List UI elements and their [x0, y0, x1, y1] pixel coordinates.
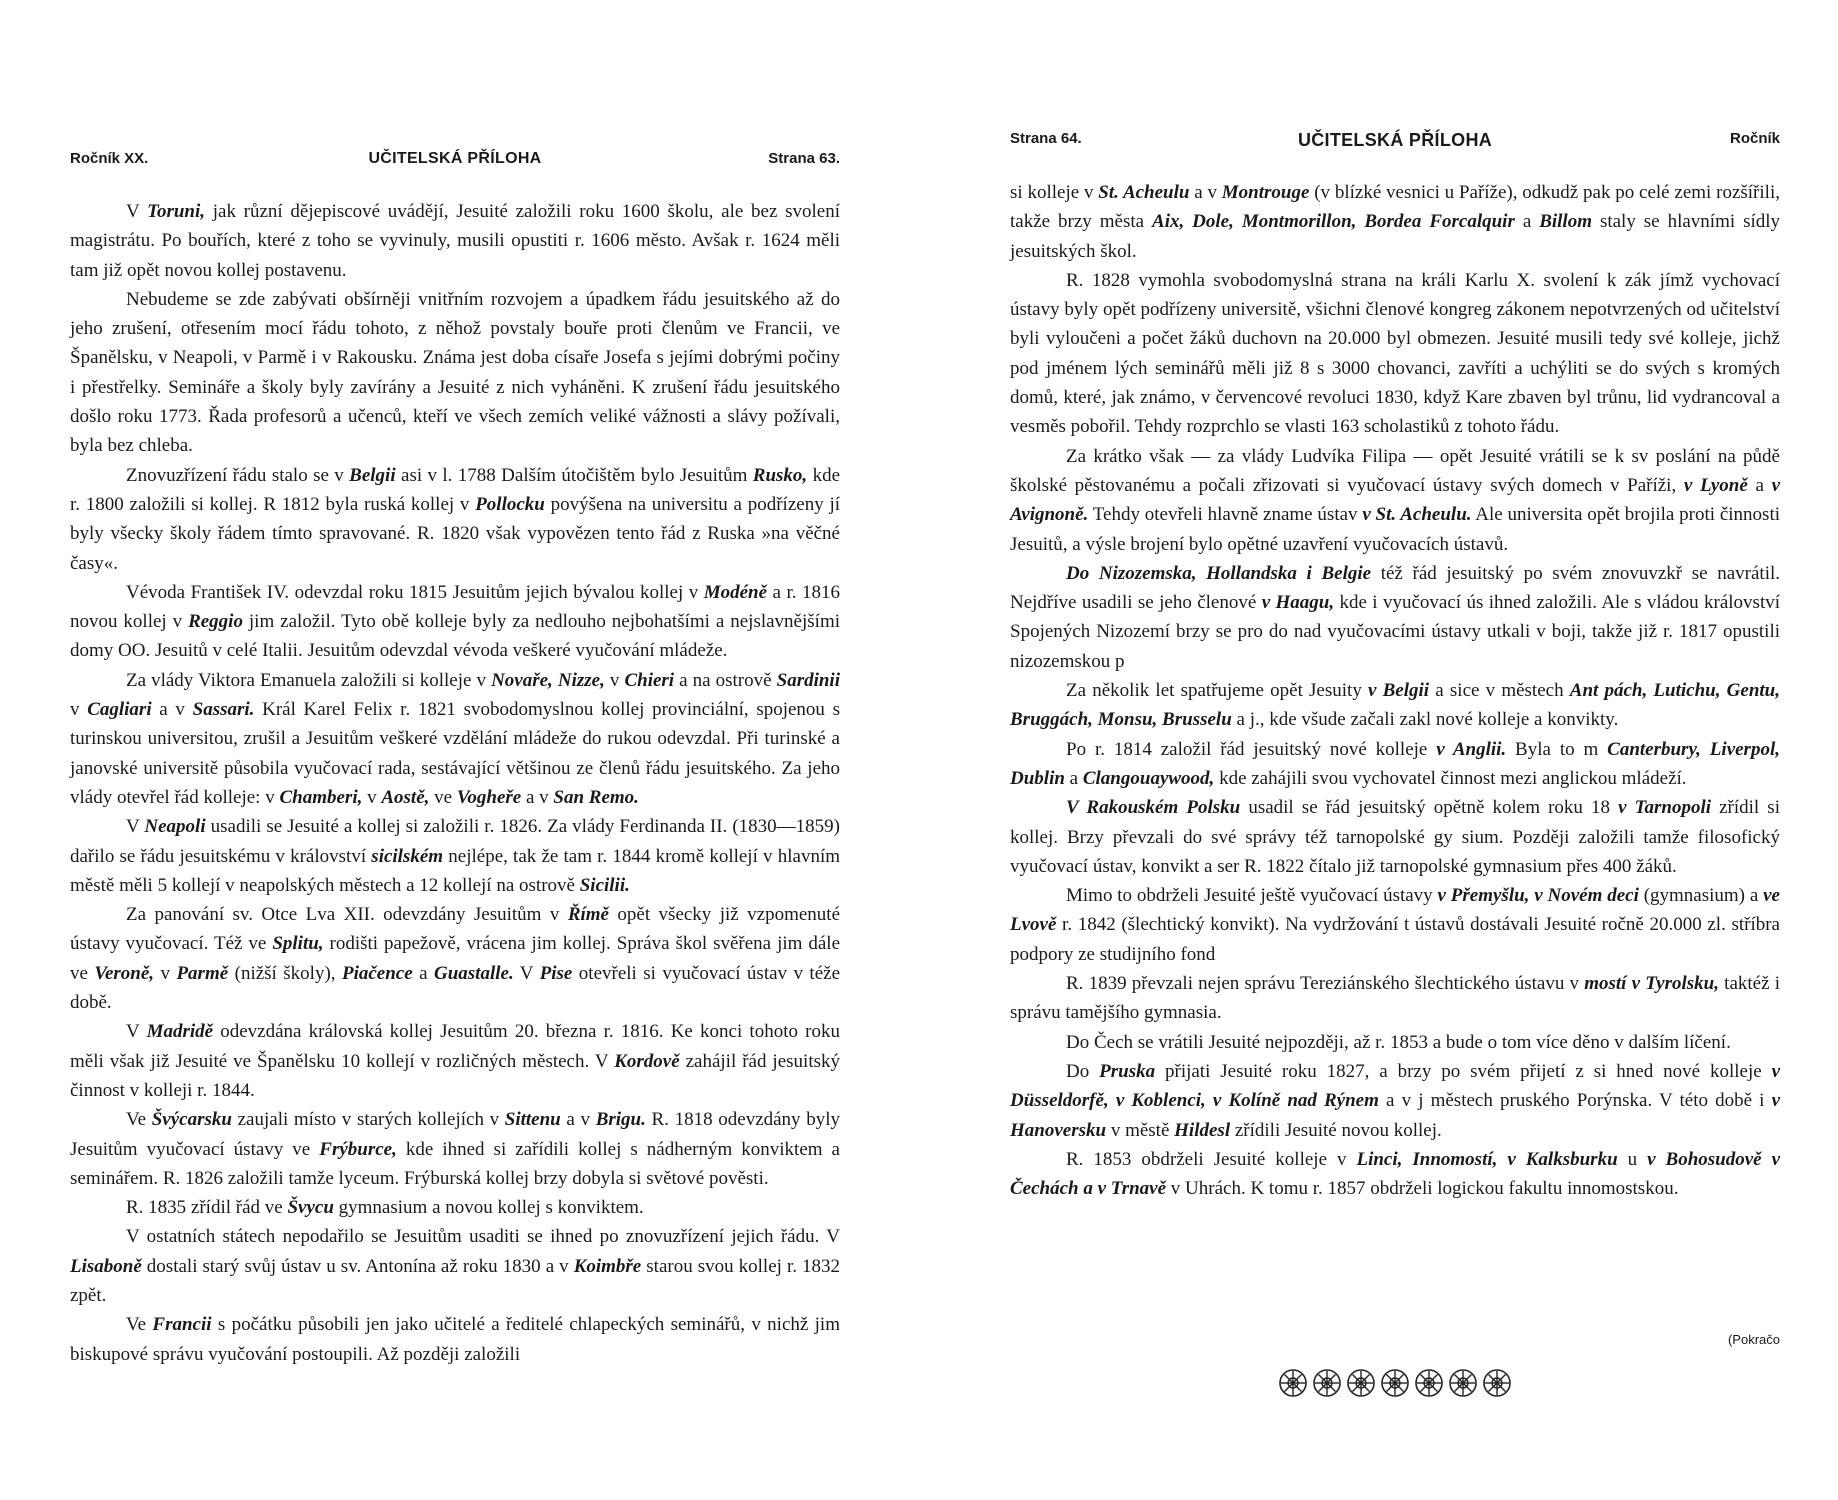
text-run: v městě [1106, 1119, 1175, 1141]
text-run: V [126, 816, 145, 838]
emphasized-name: v Bohosudově v Čechách a v Trnavě [1010, 1148, 1781, 1200]
left-paragraph [70, 461, 840, 578]
emphasized-name: Montrouge [1221, 182, 1310, 203]
left-paragraph [70, 1222, 840, 1310]
text-run: a v [151, 699, 193, 721]
text-run: přijati Jesuité roku 1827, a brzy po svém přijetí z si hned nové kolleje [1155, 1060, 1772, 1082]
emphasized-name: Francii [152, 1314, 212, 1336]
right-header-page-number: Strana 64. [1010, 130, 1082, 147]
right-paragraph [1010, 1145, 1780, 1204]
text-run: usadil se řád jesuitský opětně kolem roku 18 [1240, 797, 1619, 819]
right-paragraph [1010, 559, 1780, 676]
emphasized-name: Modéně [703, 581, 768, 603]
emphasized-name: Neapoli [144, 816, 206, 838]
text-run: R. 1818 odevzdány byly Jesuitům vyučovací ústavy ve [70, 1109, 840, 1160]
text-run: a [1514, 211, 1540, 233]
emphasized-name: v Düsseldorfě, v Koblenci, v Kolíně nad Rýnem [1010, 1060, 1780, 1112]
emphasized-name: Pise [539, 962, 573, 984]
text-run: Nebudeme se zde zabývati obšírněji vnitřním rozvojem a úpadkem řádu jesuitského až do jeho zrušení, otřesením mocí řádu tohoto, z něhož povstaly bouře proti členům ve Francii, ve Španělsku, v Neapoli, v Parmě i v Rakousku. Známa jest doba císaře Josefa s jejími dobrými počiny i přestřelky. Semináře a školy byly zavírány a Jesuité z nich vyháněni. K zrušení řádu jesuitského došlo roku 1773. Řada profesorů a učenců, kteří ve všech zemích veliké vážnosti a slávy požívali, byla bez chleba. [70, 288, 840, 457]
emphasized-name: Piačence [341, 962, 413, 984]
emphasized-name: Do Nizozemska, Hollandska i Belgie [1066, 562, 1372, 584]
emphasized-name: Sassari. [192, 699, 255, 721]
text-run: Tehdy otevřeli hlavně zname ústav [1088, 504, 1363, 526]
text-run: asi v l. 1788 Dalším útočištěm bylo Jesuitům [395, 464, 753, 486]
left-paragraph [70, 197, 840, 285]
text-run: též řád jesuitský po svém znovuvzkř se navrátil. Nejdříve usadili se jeho členové [1010, 562, 1780, 614]
text-run: gymnasium a novou kollej s konviktem. [333, 1197, 644, 1219]
right-paragraph [1010, 676, 1780, 735]
emphasized-name: Pruska [1099, 1060, 1156, 1082]
text-run: si kolleje v [1010, 182, 1099, 203]
text-run: u [1617, 1148, 1648, 1170]
text-run: odevzdána královská kollej Jesuitům 20. března r. 1816. Ke konci tohoto roku měli však již Jesuité ve Španělsku 10 kollejí v rozličných městech. V [70, 1021, 840, 1072]
right-paragraph [1010, 735, 1780, 794]
ornament-divider [1278, 1368, 1512, 1398]
text-run: dostali starý svůj ústav u sv. Antonína až roku 1830 a v [141, 1255, 574, 1277]
emphasized-name: Vogheře [456, 786, 522, 808]
text-run: v Uhrách. K tomu r. 1857 obdrželi logickou fakultu innomostskou. [1166, 1178, 1679, 1200]
text-run: jim založil. Tyto obě kolleje byly za nedlouho nejbohatšími a nejslavnějšími domy OO. Jesuitů v celé Italii. Jesuitům odevzdal vévoda veškeré vyučování mládeže. [70, 611, 840, 662]
emphasized-name: Madridě [146, 1021, 214, 1043]
emphasized-name: Chamberi, [279, 786, 363, 808]
text-run: nejlépe, tak že tam r. 1844 kromě kollejí v hlavním městě měli 5 kollejí v neapolských městech a 12 kollejí na ostrově [70, 845, 841, 896]
text-run: Do [1066, 1060, 1100, 1082]
text-run: Král Karel Felix r. 1821 svobodomyslnou kollej provinciální, spojenou s turinskou universitou, zrušil a Jesuitům veškeré vzdělání mládeže do rukou odevzdal. Při turinské a janovské universitě působila vyučovací rada, sestávající většinou ze členů řádu jesuitského. Za jeho vlády otevřel řád kolleje: v [70, 699, 841, 808]
emphasized-name: Parmě [176, 962, 229, 984]
emphasized-name: v Avignoně. [1010, 474, 1780, 526]
text-run: a v j městech pruského Porýnska. V této době i [1378, 1090, 1772, 1112]
emphasized-name: Lisaboně [70, 1255, 142, 1277]
right-paragraph [1010, 1057, 1780, 1145]
right-paragraph [1010, 881, 1780, 969]
left-paragraph [70, 285, 840, 461]
text-run: Ve [126, 1314, 153, 1336]
text-run: a sice v městech [1429, 680, 1570, 702]
text-run: s počátku působili jen jako učitelé a ředitelé chlapeckých seminářů, v nichž jim biskupové správu vyučování postoupili. Až později založili [70, 1314, 840, 1365]
right-header-volume: Ročník [1729, 130, 1780, 147]
emphasized-name: Toruni, [147, 201, 206, 222]
left-paragraph [70, 1105, 840, 1193]
text-run: zaujali místo v starých kollejích v [231, 1109, 505, 1131]
text-run: a [412, 962, 434, 984]
emphasized-name: San Remo. [553, 786, 639, 808]
text-run: Za vlády Viktora Emanuela založili si kolleje v [126, 669, 492, 691]
right-paragraph [1010, 442, 1780, 559]
rosette-ornament-icon [1482, 1368, 1512, 1398]
text-run: (gymnasium) a [1638, 885, 1764, 907]
left-paragraph [70, 900, 840, 1017]
text-run: v [154, 962, 177, 984]
text-run: opět všecky již vzpomenuté ústavy vyučovací. Též ve [70, 904, 841, 955]
left-paragraph [70, 578, 840, 666]
left-header-volume: Ročník XX. [70, 150, 149, 167]
text-run: a v [1189, 182, 1222, 203]
emphasized-name: v Haagu, [1261, 592, 1335, 614]
text-run: V ostatních státech nepodařilo se Jesuitům usaditi se ihned po znovuzřízení jejich řádu. V [126, 1226, 840, 1248]
emphasized-name: Švýcarsku [151, 1109, 232, 1131]
text-run: starou svou kollej r. 1832 zpět. [70, 1255, 840, 1306]
text-run: a [1747, 474, 1772, 496]
text-run: (nižší školy), [228, 962, 342, 984]
emphasized-name: Římě [567, 904, 609, 926]
left-paragraph [70, 1193, 840, 1222]
emphasized-name: Guastalle. [434, 962, 514, 984]
right-page-header [1010, 130, 1780, 160]
rosette-ornament-icon [1346, 1368, 1376, 1398]
text-run: Znovuzřízení řádu stalo se v [126, 464, 350, 486]
text-run: zřídili Jesuité novou kollej. [1230, 1119, 1442, 1141]
text-run: a v [521, 786, 554, 808]
left-header-page-number: Strana 63. [768, 150, 840, 167]
text-run: Byla to m [1506, 738, 1608, 760]
text-run: kde ihned si zařídili kollej s nádherným konviktem a seminářem. R. 1826 založili tamže lyceum. Frýburská kollej brzy dobyla si světové pověsti. [70, 1138, 840, 1189]
emphasized-name: Sicilii. [579, 874, 630, 896]
text-run: v [362, 786, 382, 808]
text-run: Za několik let spatřujeme opět Jesuity [1066, 680, 1369, 702]
emphasized-name: mostí v Tyrolsku, [1584, 973, 1719, 995]
emphasized-name: v Anglii. [1436, 738, 1507, 760]
emphasized-name: Splitu, [272, 933, 324, 955]
left-paragraph [70, 1017, 840, 1105]
text-run: ve [429, 786, 457, 808]
emphasized-name: Hildesl [1174, 1119, 1231, 1141]
right-page-body [1010, 178, 1780, 1203]
text-run: r. 1842 (šlechtický konvikt). Na vydržování t ústavů dostávali Jesuité ročně 20.000 zl. stříbra podpory ze studijního fond [1010, 914, 1780, 965]
text-run: Vévoda František IV. odevzdal roku 1815 Jesuitům jejich bývalou kollej v [126, 581, 704, 603]
text-run: jak různí dějepiscové uvádějí, Jesuité založili roku 1600 školu, ale bez svolení magistrátu. Po bouřích, které z toho se vyvinuly, musili opustiti r. 1606 město. Avšak r. 1624 měli tam již opět novou kollej postavenu. [70, 201, 840, 281]
emphasized-name: Canterbury, Liverpol, Dublin [1010, 738, 1780, 789]
text-run: povýšena na universitu a podřízeny jí byly všecky školy řádem tímto spravované. R. 1820 však vypovězen tento řád z Ruska »na věčné časy«. [70, 493, 840, 574]
text-run: usadili se Jesuité a kollej si založili r. 1826. Za vlády Ferdinanda II. (1830—1859) dařilo se řádu jesuitskému v království [70, 816, 840, 867]
left-paragraph [70, 666, 840, 812]
emphasized-name: Reggio [188, 611, 243, 633]
emphasized-name: Chieri [624, 669, 675, 691]
text-run: R. 1835 zřídil řád ve [126, 1197, 288, 1219]
text-run: a v [560, 1109, 596, 1131]
emphasized-name: ve Lvově [1010, 885, 1780, 936]
emphasized-name: Brigu. [595, 1109, 646, 1131]
text-run: v [604, 669, 625, 691]
emphasized-name: v Hanoversku [1010, 1090, 1780, 1141]
left-header-title: UČITELSKÁ PŘÍLOHA [368, 150, 542, 167]
emphasized-name: Linci, Innomostí, v Kalksburku [1356, 1148, 1618, 1170]
text-run: a na ostrově [674, 669, 777, 691]
right-paragraph [1010, 178, 1780, 266]
emphasized-name: Cagliari [87, 699, 152, 721]
text-run: V [513, 962, 540, 984]
left-page-body [70, 197, 840, 1369]
text-run: Mimo to obdrželi Jesuité ještě vyučovací ústavy [1066, 885, 1438, 907]
text-run: R. 1828 vymohla svobodomyslná strana na králi Karlu X. svolení k zák jímž vychovací ústavy byly opět podřízeny universitě, všichni členové kongreg zákonem nepotvrzených od učitelství byli vyloučeni a počet žáků duchovn na 20.000 byl obmezen. Jesuité musili tedy své kolleje, jichž pod jménem lých seminářů měli již 8 s 3000 chovanci, zavříti a uchýliti se do svých s kromých domů, které, jak známo, v červencové revoluci 1830, když Kare zbaven byl trůnu, lid vydrancoval a vesměs pobořil. Tehdy rozprchlo se vlasti 163 scholastiků z tohoto řádu. [1010, 269, 1780, 438]
right-paragraph [1010, 266, 1780, 442]
text-run: R. 1853 obdrželi Jesuité kolleje v [1066, 1148, 1357, 1170]
emphasized-name: Clangouaywood, [1082, 767, 1215, 789]
text-run: zahájil řád jesuitský činnost v kolleji r. 1844. [70, 1050, 840, 1101]
text-run: rodišti papežově, vrácena jim kollej. Správa škol svěřena jim dále ve [70, 933, 841, 984]
emphasized-name: Novaře, Nizze, [491, 669, 605, 691]
continuation-note: (Pokračo [1727, 1332, 1780, 1347]
rosette-ornament-icon [1380, 1368, 1410, 1398]
emphasized-name: Kordově [614, 1050, 680, 1072]
emphasized-name: v St. Acheulu. [1362, 504, 1472, 526]
emphasized-name: Sittenu [504, 1109, 561, 1131]
text-run: a r. 1816 novou kollej v [70, 581, 841, 633]
emphasized-name: Billom [1539, 211, 1592, 233]
emphasized-name: Frýburce, [319, 1138, 397, 1160]
emphasized-name: v Belgii [1368, 680, 1430, 702]
emphasized-name: Aostě, [381, 786, 430, 808]
emphasized-name: v Lyoně [1683, 474, 1748, 496]
text-run: V [126, 201, 148, 222]
text-run: kde r. 1800 založili si kollej. R 1812 byla ruská kollej v [70, 464, 841, 515]
text-run: v [70, 699, 88, 721]
text-run: (v blízké vesnici u Paříže), odkudž pak po celé zemi rozšířili, takže brzy města [1010, 182, 1780, 233]
text-run: Do Čech se vrátili Jesuité nejpozději, až r. 1853 a bude o tom více děno v dalším líčení. [1066, 1031, 1731, 1053]
emphasized-name: Belgii [349, 464, 396, 486]
text-run: V [126, 1021, 147, 1043]
emphasized-name: Forcalquir [1429, 211, 1515, 233]
right-header-title: UČITELSKÁ PŘÍLOHA [1297, 130, 1493, 150]
left-paragraph [70, 812, 840, 900]
emphasized-name: Ant pách, Lutichu, Gentu, Bruggách, Monsu, Brusselu [1010, 680, 1780, 731]
emphasized-name: v Přemyšlu, v Novém deci [1437, 885, 1639, 907]
left-paragraph [70, 1310, 840, 1369]
emphasized-name: Švycu [287, 1197, 334, 1219]
text-run: a [1064, 767, 1083, 789]
emphasized-name: sicilském [371, 845, 444, 867]
text-run: a j., kde všude začali zakl nové kolleje a konvikty. [1231, 709, 1619, 731]
emphasized-name: Rusko, [752, 464, 808, 486]
emphasized-name: Aix, Dole, Montmorillon, Bordea [1152, 211, 1422, 233]
emphasized-name: Veroně, [94, 962, 155, 984]
text-run: kde zahájili svou vychovatel činnost mezi anglickou mládeží. [1214, 767, 1687, 789]
right-paragraph [1010, 1028, 1780, 1057]
rosette-ornament-icon [1278, 1368, 1308, 1398]
text-run: taktéž i správu tamějšího gymnasia. [1010, 973, 1780, 1024]
rosette-ornament-icon [1448, 1368, 1478, 1398]
rosette-ornament-icon [1312, 1368, 1342, 1398]
emphasized-name: Pollocku [475, 493, 545, 515]
text-run: otevřeli si vyučovací ústav v téže době. [70, 962, 841, 1014]
emphasized-name: Sardinii [776, 669, 840, 691]
text-run: Za krátko však — za vlády Ludvíka Filipa — opět Jesuité vrátili se k sv poslání na půdě školské pěstovanému a počali zřizovati si vyučovací ústavy svých domech v Paříži, [1010, 445, 1780, 496]
left-page-header [70, 150, 840, 180]
text-run: R. 1839 převzali nejen správu Tereziánského šlechtického ústavu v [1066, 973, 1585, 995]
text-run: Za panování sv. Otce Lva XII. odevzdány Jesuitům v [126, 904, 568, 926]
text-run: kde i vyučovací ús ihned založili. Ale s vládou království Spojených Nizozemí brzy se pro do nad vyučovacími ústavy utkali v boji, takže již r. 1817 opustili nizozemskou p [1010, 592, 1780, 672]
right-paragraph [1010, 969, 1780, 1028]
emphasized-name: V Rakouském Polsku [1066, 797, 1241, 819]
text-run: staly se hlavními sídly jesuitských škol. [1010, 211, 1781, 262]
text-run: zřídil si kollej. Brzy převzali do své správy též tarnopolské gy sium. Později založili tamže filosofický vyučovací ústav, konvikt a ser R. 1822 čítalo již tarnopolské gymnasium přes 400 žáků. [1010, 797, 1780, 877]
emphasized-name: St. Acheulu [1098, 182, 1190, 203]
text-run: Ve [126, 1109, 152, 1131]
text-run: Ale universita opět brojila proti činnosti Jesuitů, a výsle brojení bylo opětné uzavření vyučovacích ústavů. [1010, 504, 1780, 555]
text-run: Po r. 1814 založil řád jesuitský nové kolleje [1066, 738, 1437, 760]
right-paragraph [1010, 793, 1780, 881]
emphasized-name: v Tarnopoli [1618, 797, 1712, 819]
rosette-ornament-icon [1414, 1368, 1444, 1398]
emphasized-name: Koimbře [573, 1255, 642, 1277]
